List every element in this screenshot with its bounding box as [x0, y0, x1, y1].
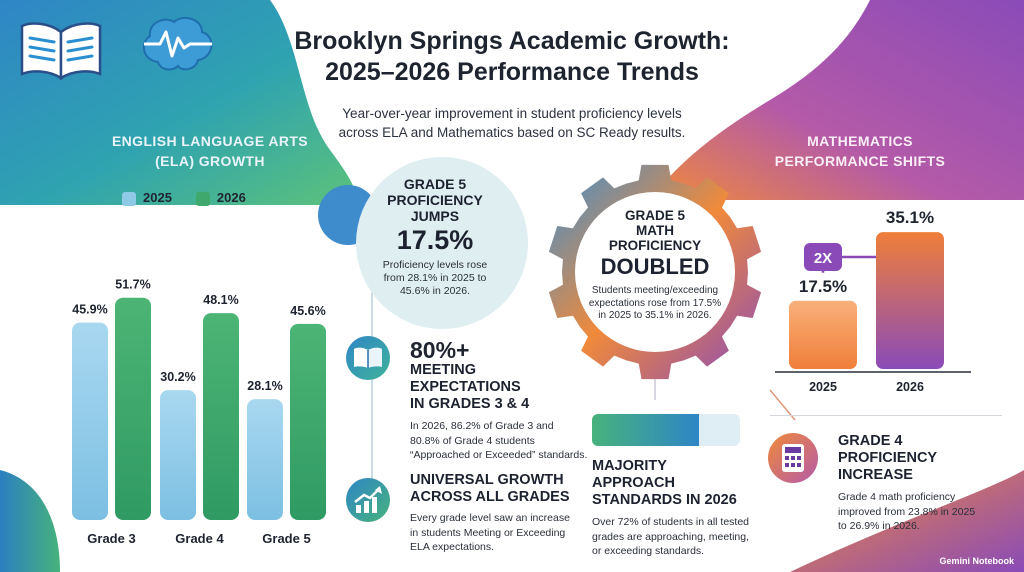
grade5-ela-line2: PROFICIENCY	[387, 192, 483, 208]
category-label-grade-5: Grade 5	[262, 531, 311, 546]
math-bar-2026	[876, 232, 944, 369]
majority-progress-fill	[592, 414, 699, 446]
grade5-ela-callout	[370, 176, 500, 298]
legend-swatch-2025	[122, 192, 136, 206]
data-label-2025-grade-5: 28.1%	[247, 379, 283, 394]
category-label-grade-3: Grade 3	[87, 531, 136, 546]
data-label-2026-grade-4: 48.1%	[203, 293, 239, 308]
gear-line1: GRADE 5	[624, 208, 685, 223]
universal-body: Every grade level saw an increase in students Meeting or Exceeding ELA expectations.	[410, 512, 570, 553]
ela-section-heading: ENGLISH LANGUAGE ARTS (ELA) GROWTH	[111, 133, 309, 169]
eighty-line2: EXPECTATIONS	[410, 379, 521, 395]
ela-bar-chart	[40, 220, 340, 550]
page-subtitle: Year-over-year improvement in student proficiency levels across ELA and Mathematics based on SC Ready results.	[338, 106, 686, 140]
bar-2026-grade-4	[203, 313, 239, 520]
ela-legend	[122, 190, 246, 206]
majority-line1: MAJORITY	[592, 458, 667, 474]
grade5-ela-body: Proficiency levels rose from 28.1% in 2025 to 45.6% in 2026.	[382, 259, 488, 297]
majority-body: Over 72% of students in all tested grades are approaching, meeting, or exceeding standards.	[592, 516, 750, 557]
legend-item-2025: 2025	[122, 190, 172, 206]
eighty-line1: MEETING	[410, 362, 477, 378]
majority-line2: APPROACH	[592, 475, 675, 491]
math-category-label-2025: 2025	[809, 380, 837, 394]
majority-line3: STANDARDS IN 2026	[592, 492, 737, 508]
calculator-icon-badge	[768, 433, 818, 483]
grade4-line1: GRADE 4	[838, 433, 903, 449]
gear-big: DOUBLED	[600, 254, 710, 279]
growth-chart-icon	[346, 478, 390, 522]
bar-2025-grade-3	[72, 323, 108, 520]
math-data-label-2026: 35.1%	[885, 208, 935, 228]
footer-credit: Gemini Notebook	[939, 556, 1014, 566]
grade5-ela-line3: JUMPS	[410, 208, 460, 224]
grade4-line2: PROFICIENCY	[838, 450, 938, 466]
gear-callout	[585, 208, 725, 323]
legend-item-2026: 2026	[196, 190, 246, 206]
grade4-body: Grade 4 math proficiency improved from 23.8% in 2025 to 26.9% in 2026.	[838, 491, 976, 532]
universal-line1: UNIVERSAL GROWTH	[410, 472, 564, 488]
gear-body: Students meeting/exceeding expectations rose from 17.5% in 2025 to 35.1% in 2026.	[588, 285, 722, 321]
bar-2026-grade-3	[115, 298, 151, 520]
grade4-math-stat	[838, 433, 1018, 534]
growth-chart-icon-badge	[346, 478, 390, 522]
math-section-heading: MATHEMATICS PERFORMANCE SHIFTS	[774, 133, 946, 169]
grade5-ela-value: 17.5%	[396, 225, 474, 255]
data-label-2026-grade-3: 51.7%	[115, 277, 151, 292]
grade4-line3: INCREASE	[838, 467, 913, 483]
universal-growth-stat	[410, 472, 590, 555]
math-category-label-2026: 2026	[896, 380, 924, 394]
book-icon	[346, 336, 390, 380]
gear-line2: MATH	[636, 223, 674, 238]
bar-2025-grade-4	[160, 390, 196, 520]
grade5-ela-line1: GRADE 5	[403, 176, 467, 192]
math-divider	[770, 415, 1002, 416]
data-label-2025-grade-4: 30.2%	[160, 370, 196, 385]
doubling-badge-label: 2X	[813, 250, 833, 267]
eighty-line3: IN GRADES 3 & 4	[410, 396, 530, 412]
book-icon-badge	[346, 336, 390, 380]
math-bar-2025	[789, 301, 857, 369]
majority-stat	[592, 458, 782, 559]
bar-2025-grade-5	[247, 399, 283, 520]
data-label-2025-grade-3: 45.9%	[72, 302, 108, 317]
calculator-icon	[768, 433, 818, 483]
universal-line2: ACROSS ALL GRADES	[410, 489, 570, 505]
bar-2026-grade-5	[290, 324, 326, 520]
gear-line3: PROFICIENCY	[608, 238, 702, 253]
legend-swatch-2026	[196, 192, 210, 206]
page-title: Brooklyn Springs Academic Growth: 2025–2026 Performance Trends	[294, 27, 730, 86]
category-label-grade-4: Grade 4	[175, 531, 224, 546]
math-bar-chart	[775, 205, 995, 400]
majority-progress-bar	[592, 414, 740, 446]
math-data-label-2025: 17.5%	[798, 276, 848, 296]
eighty-body: In 2026, 86.2% of Grade 3 and 80.8% of Grade 4 students “Approached or Exceeded” standards.	[410, 420, 588, 461]
data-label-2026-grade-5: 45.6%	[290, 303, 326, 318]
eighty-big: 80%+	[410, 337, 470, 363]
